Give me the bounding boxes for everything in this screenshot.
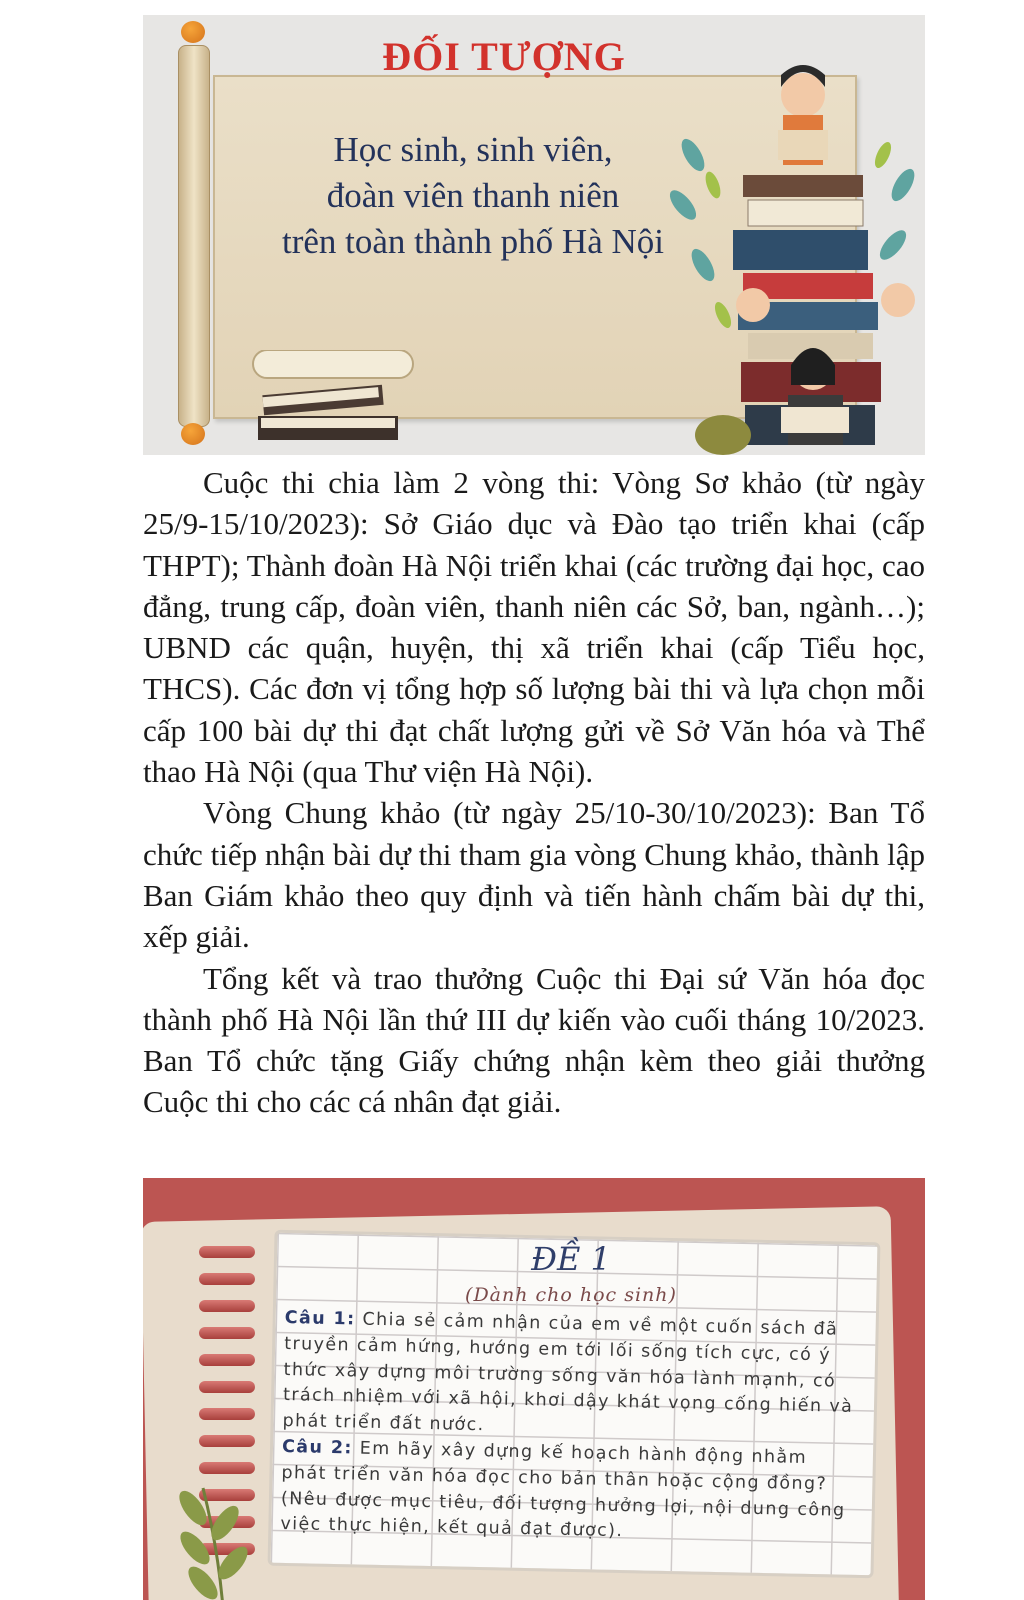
ring-icon — [199, 1408, 255, 1420]
banner-text — [243, 127, 703, 265]
exam-questions — [280, 1306, 861, 1550]
banner-line: đoàn viên thanh niên — [326, 176, 620, 215]
paragraph-final-round: Vòng Chung khảo (từ ngày 25/10-30/10/2023): Ban Tổ chức tiếp nhận bài dự thi tham gia vòng Chung khảo, thành lập Ban Giám khảo theo quy định và tiến hành chấm bài dự thi, xếp giải. — [143, 795, 925, 955]
banner-title: ĐỐI TƯỢNG — [382, 34, 626, 79]
banner-line: trên toàn thành phố Hà Nội — [282, 222, 664, 261]
question-1-label: Câu 1: — [284, 1307, 356, 1330]
scroll-rod — [178, 45, 210, 427]
leaves-icon — [163, 1468, 283, 1600]
reading-kids-illustration-icon — [653, 35, 923, 455]
question-2 — [280, 1435, 858, 1550]
ring-icon — [199, 1354, 255, 1366]
question-1-text: Chia sẻ cảm nhận của em về một cuốn sách đã truyền cảm hứng, hướng em tới lối sống tích cực, có ý thức xây dựng môi trường sống văn hóa lành mạnh, có trách nhiệm với xã hội, khơi dậy khát vọng cống hiến và phát triển đất nước. — [282, 1309, 854, 1436]
ring-icon — [199, 1246, 255, 1258]
exam-card — [143, 1178, 925, 1600]
ring-icon — [199, 1327, 255, 1339]
question-1 — [282, 1306, 861, 1447]
exam-subtitle: (Dành cho học sinh) — [465, 1284, 677, 1306]
banner-line: Học sinh, sinh viên, — [333, 130, 613, 169]
ring-icon — [199, 1300, 255, 1312]
paragraph-rounds: Cuộc thi chia làm 2 vòng thi: Vòng Sơ khảo (từ ngày 25/9-15/10/2023): Sở Giáo dục và Đào tạo triển khai (cấp THPT); Thành đoàn Hà Nội triển khai (các trường đại học, cao đẳng, trung cấp, đoàn viên, thanh niên các Sở, ban, ngành…); UBND các quận, huyện, thị xã triển khai (cấp Tiểu học, THCS). Các đơn vị tổng hợp số lượng bài thi và lựa chọn mỗi cấp 100 bài dự thi đạt chất lượng gửi về Sở Văn hóa và Thể thao Hà Nội (qua Thư viện Hà Nội). — [143, 465, 925, 790]
paragraph-awards: Tổng kết và trao thưởng Cuộc thi Đại sứ Văn hóa đọc thành phố Hà Nội lần thứ III dự kiến vào cuối tháng 10/2023. Ban Tổ chức tặng Giấy chứng nhận kèm theo giải thưởng Cuộc thi cho các cá nhân đạt giải. — [143, 960, 925, 1120]
scroll-cap-bottom — [181, 423, 205, 445]
question-2-text: Em hãy xây dựng kế hoạch hành động nhằm phát triển văn hóa đọc cho bản thân hoặc cộng đồng? (Nêu được mục tiêu, đối tượng hưởng lợi, nội dung công việc thực hiện, kết quả đạt được). — [280, 1438, 846, 1542]
question-2-label: Câu 2: — [281, 1436, 354, 1459]
exam-title: ĐỀ 1 — [531, 1240, 611, 1278]
article-body — [143, 462, 925, 1123]
ring-icon — [199, 1273, 255, 1285]
books-stack-icon — [243, 350, 423, 450]
ring-icon — [199, 1381, 255, 1393]
target-audience-banner — [143, 15, 925, 455]
ring-icon — [199, 1435, 255, 1447]
